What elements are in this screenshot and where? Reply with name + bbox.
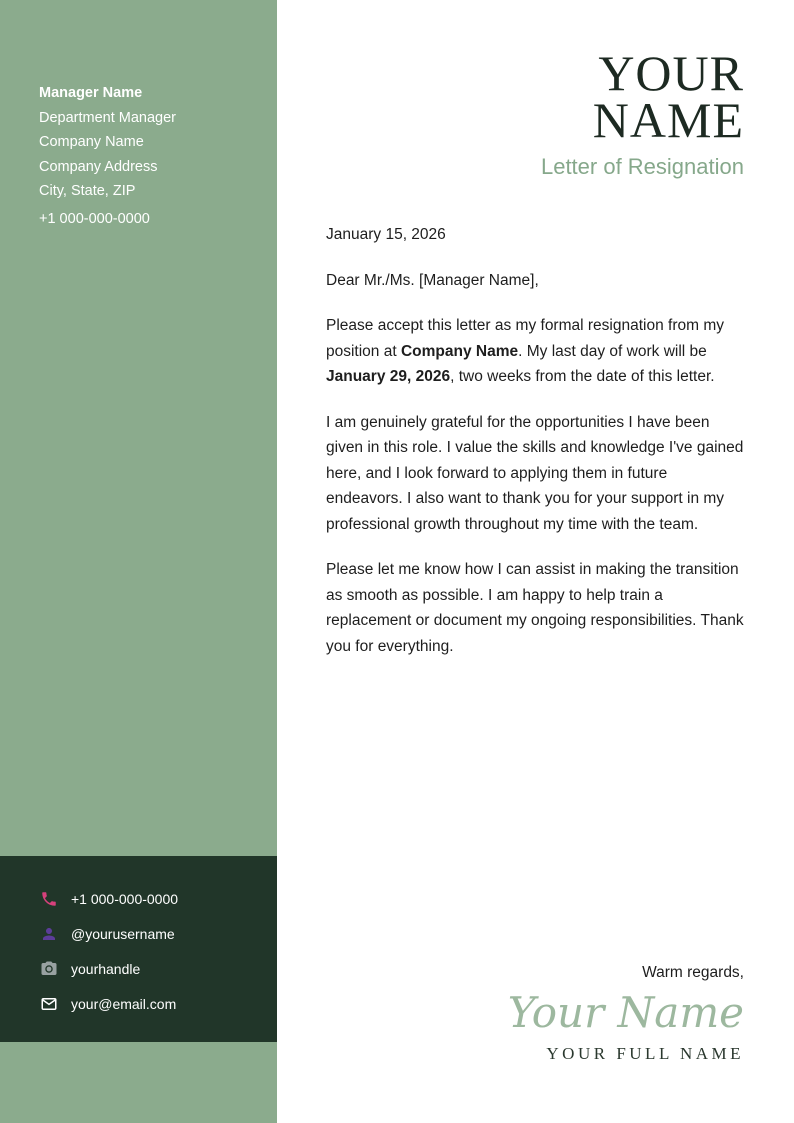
recipient-address: Company Address [39, 158, 158, 175]
contact-handle-label: yourhandle [71, 960, 141, 977]
title-line-1: YOUR [598, 45, 744, 101]
signature-block [326, 960, 744, 1064]
letter-subtitle: Letter of Resignation [540, 154, 744, 179]
letter-paragraph-3: Please let me know how I can assist in making the transition as smooth as possible. I am happy to help train a replacement or document my ongoing responsibilities. Thank you for everything. [326, 561, 744, 655]
sidebar [0, 0, 277, 1123]
contact-panel [0, 856, 277, 1042]
letter-header [326, 0, 744, 182]
recipient-phone: +1 000-000-0000 [39, 210, 150, 227]
camera-icon [40, 960, 58, 978]
contact-phone-label: +1 000-000-0000 [71, 890, 179, 907]
contact-email-label: your@email.com [71, 995, 177, 1012]
letter-date: January 15, 2026 [326, 226, 446, 243]
letter-salutation: Dear Mr./Ms. [Manager Name], [326, 271, 539, 289]
user-icon [40, 925, 58, 943]
page-title [326, 0, 744, 148]
letter-paragraph-2: I am genuinely grateful for the opportunities I have been given in this role. I value the skills and knowledge I've gained here, and I look forward to applying them in future endeavors. I also want to thank you for your support in my professional growth throughout my time with the team. [326, 413, 744, 533]
recipient-name: Manager Name [39, 85, 143, 101]
contact-row-email [40, 986, 267, 1021]
contact-row-handle [40, 951, 267, 986]
recipient-block [39, 81, 257, 232]
title-line-2: NAME [592, 92, 744, 148]
contact-username-label: @yourusername [71, 925, 175, 942]
recipient-city: City, State, ZIP [39, 183, 136, 200]
letter-body [326, 222, 744, 679]
contact-row-username [40, 916, 267, 951]
recipient-title: Department Manager [39, 109, 177, 126]
contact-row-phone [40, 881, 267, 916]
phone-icon [40, 890, 58, 908]
signature-closing: Warm regards, [642, 964, 744, 981]
signature-script-name: Your Name [507, 988, 744, 1037]
signature-full-name: YOUR FULL NAME [546, 1044, 744, 1063]
recipient-company: Company Name [39, 134, 144, 151]
mail-icon [40, 995, 58, 1013]
letter-paragraph-1: Please accept this letter as my formal resignation from my position at Company Name. My last day of work will be January 29, 2026, two weeks from the date of this letter. [326, 317, 724, 385]
